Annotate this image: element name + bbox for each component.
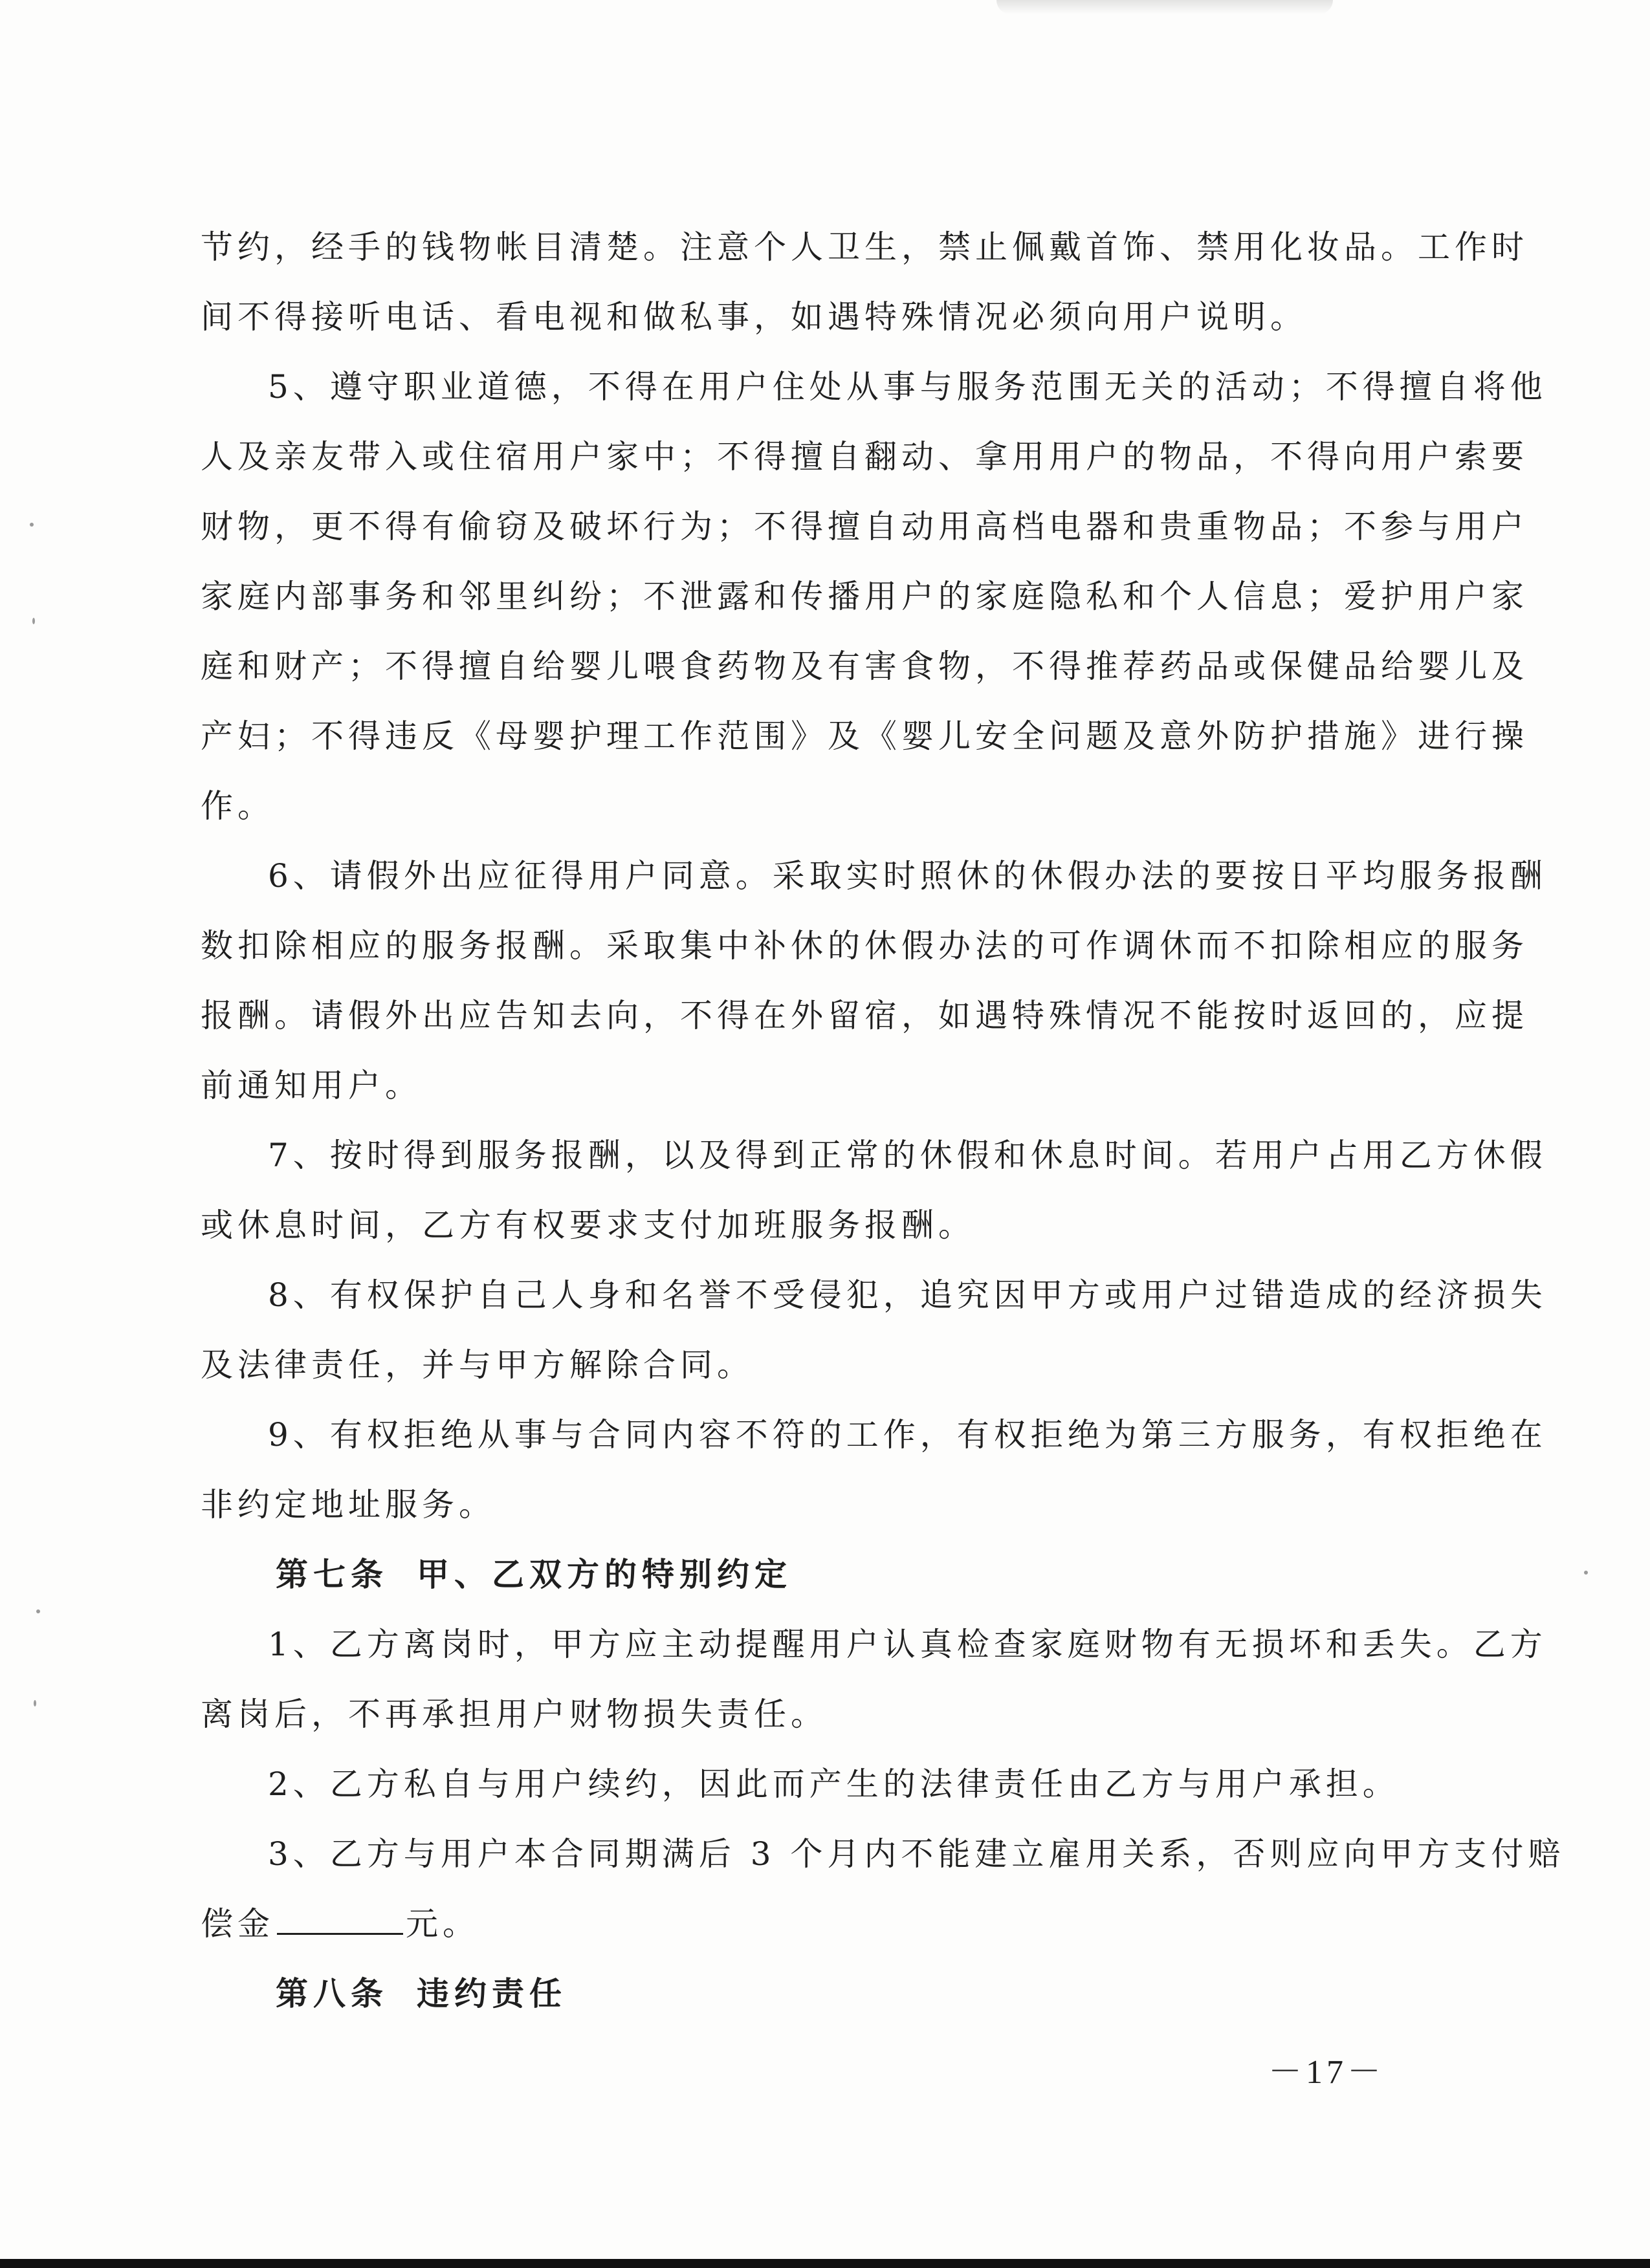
text-line: 前通知用户。 [201, 1067, 422, 1104]
compensation-line [201, 1906, 1385, 1941]
article-8-title: 违约责任 [417, 1974, 567, 2012]
text-line: 非约定地址服务。 [201, 1486, 496, 1523]
article-8-number: 第八条 [276, 1974, 388, 2012]
text-line: 作。 [201, 787, 274, 825]
text-line: 离岗后，不再承担用户财物损失责任。 [201, 1696, 828, 1733]
text-line: 间不得接听电话、看电视和做私事，如遇特殊情况必须向用户说明。 [201, 298, 1307, 336]
text-line: 及法律责任，并与甲方解除合同。 [201, 1346, 754, 1384]
scan-speck [34, 1700, 36, 1706]
text-line: 数扣除相应的服务报酬。采取集中补休的休假办法的可作调休而不扣除相应的服务 [201, 927, 1528, 965]
text-line: 9、有权拒绝从事与合同内容不符的工作，有权拒绝为第三方服务，有权拒绝在 [268, 1416, 1547, 1454]
text-line: 财物，更不得有偷窃及破坏行为；不得擅自动用高档电器和贵重物品；不参与用户 [201, 508, 1528, 545]
compensation-prefix: 偿金 [201, 1905, 274, 1943]
text-line: 或休息时间，乙方有权要求支付加班服务报酬。 [201, 1206, 975, 1244]
text-line: 5、遵守职业道德，不得在用户住处从事与服务范围无关的活动；不得擅自将他 [268, 368, 1547, 406]
text-line: 6、请假外出应征得用户同意。采取实时照休的休假办法的要按日平均服务报酬 [268, 857, 1547, 895]
scan-speck [32, 618, 35, 624]
text-line: 2、乙方私自与用户续约，因此而产生的法律责任由乙方与用户承担。 [268, 1765, 1400, 1803]
scan-speck [1584, 1571, 1588, 1575]
scan-edge-shadow [996, 0, 1333, 14]
scan-bottom-edge [0, 2259, 1650, 2268]
article-7-heading [201, 1557, 1385, 1592]
text-line: 节约，经手的钱物帐目清楚。注意个人卫生，禁止佩戴首饰、禁用化妆品。工作时 [201, 228, 1528, 266]
compensation-amount-blank [277, 1907, 403, 1935]
compensation-suffix: 元。 [406, 1905, 479, 1943]
scan-speck [30, 523, 34, 527]
text-line: 1、乙方离岗时，甲方应主动提醒用户认真检查家庭财物有无损坏和丢失。乙方 [268, 1626, 1547, 1663]
text-line: 7、按时得到服务报酬，以及得到正常的休假和休息时间。若用户占用乙方休假 [268, 1137, 1547, 1174]
text-line: 8、有权保护自己人身和名誉不受侵犯，追究因甲方或用户过错造成的经济损失 [268, 1276, 1547, 1314]
article-8-heading [201, 1976, 1385, 2011]
text-line: 3、乙方与用户本合同期满后 3 个月内不能建立雇用关系，否则应向甲方支付赔 [268, 1835, 1565, 1873]
document-body [201, 228, 1565, 2046]
text-line: 庭和财产；不得擅自给婴儿喂食药物及有害食物，不得推荐药品或保健品给婴儿及 [201, 648, 1528, 685]
article-7-number: 第七条 [276, 1555, 388, 1593]
text-line: 产妇；不得违反《母婴护理工作范围》及《婴儿安全问题及意外防护措施》进行操 [201, 717, 1528, 755]
text-line: 报酬。请假外出应告知去向，不得在外留宿，如遇特殊情况不能按时返回的，应提 [201, 997, 1528, 1034]
text-line: 家庭内部事务和邻里纠纷；不泄露和传播用户的家庭隐私和个人信息；爱护用户家 [201, 578, 1528, 615]
text-line: 人及亲友带入或住宿用户家中；不得擅自翻动、拿用用户的物品，不得向用户索要 [201, 438, 1528, 475]
scan-speck [36, 1609, 40, 1613]
article-7-title: 甲、乙双方的特别约定 [417, 1555, 792, 1593]
page-number: －17－ [1268, 2054, 1385, 2091]
